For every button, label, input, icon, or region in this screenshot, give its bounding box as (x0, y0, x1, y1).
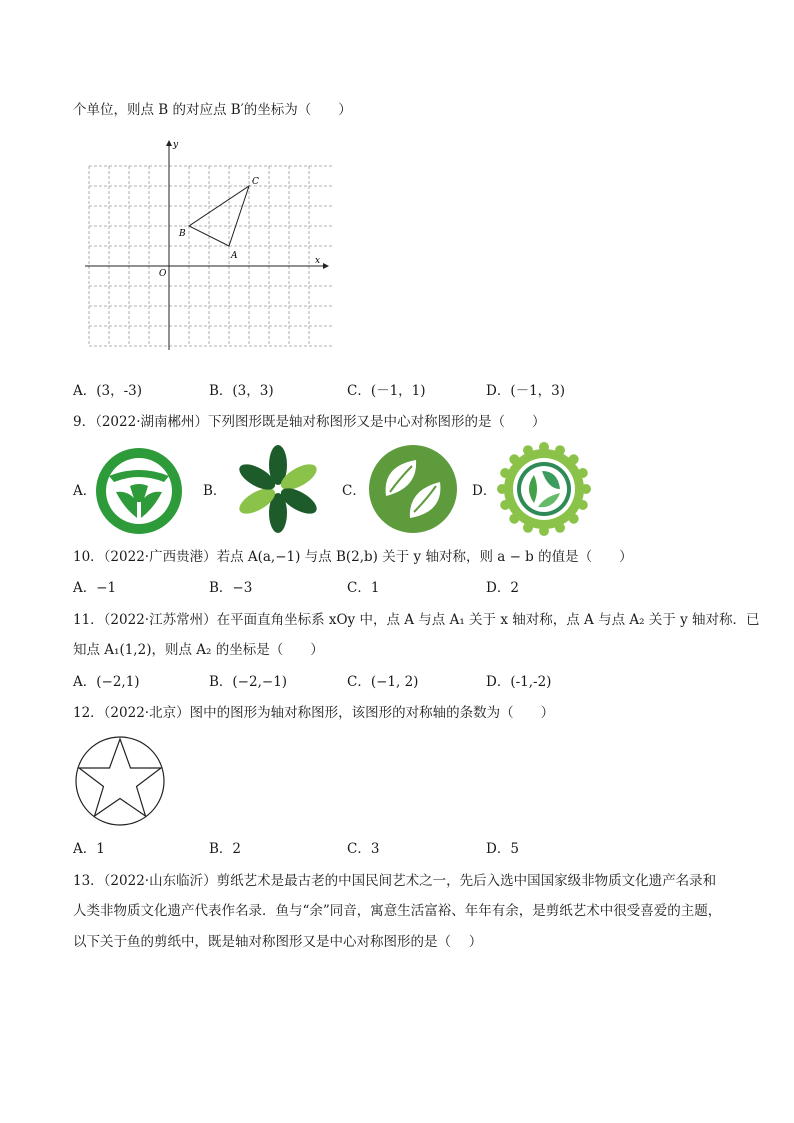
q8-option-a[interactable]: A．(3，-3) (73, 383, 143, 399)
triangle-abc (189, 186, 249, 246)
coordinate-grid-figure (85, 138, 335, 353)
q9-option-d-letter[interactable]: D． (472, 483, 497, 499)
q12-stem: 12．（2022·北京）图中的图形为轴对称图形，该图形的对称轴的条数为（ ） (73, 705, 555, 721)
x-axis-label: x (315, 256, 321, 266)
q11-stem-line2: 知点 A₁(1,2)，则点 A₂ 的坐标是（ ） (73, 642, 324, 658)
q10-stem: 10．（2022·广西贵港）若点 A(a,−1) 与点 B(2,b) 关于 y 轴对称，则 a − b 的值是（ ） (73, 549, 633, 565)
grid-lines (89, 166, 333, 346)
q11-stem-line1: 11．（2022·江苏常州）在平面直角坐标系 xOy 中，点 A 与点 A₁ 关于 x 轴对称，点 A 与点 A₂ 关于 y 轴对称．已 (73, 612, 760, 628)
q12-option-c[interactable]: C．3 (347, 841, 380, 857)
six-leaf-flower-icon[interactable] (230, 444, 326, 534)
q12-option-b[interactable]: B．2 (209, 841, 242, 857)
q9-stem: 9．（2022·湖南郴州）下列图形既是轴对称图形又是中心对称图形的是（ ） (73, 414, 546, 430)
gear-badge-leaves-icon[interactable] (497, 442, 591, 536)
green-recycle-logo-icon[interactable] (94, 446, 184, 536)
q8-stem-tail: 个单位，则点 B 的对应点 B′的坐标为（ ） (73, 102, 352, 118)
q11-option-d[interactable]: D．(-1,-2) (486, 674, 552, 690)
q13-stem-line3: 以下关于鱼的剪纸中，既是轴对称图形又是中心对称图形的是（ ） (73, 934, 483, 950)
q8-option-c[interactable]: C．(－1，1) (347, 383, 426, 399)
q11-option-c[interactable]: C．(−1, 2) (347, 674, 419, 690)
q10-option-b[interactable]: B．−3 (209, 580, 253, 596)
q9-option-b-letter[interactable]: B． (203, 483, 227, 499)
two-leaf-circle-icon[interactable] (368, 444, 458, 534)
y-axis-label: y (173, 140, 179, 150)
q10-option-c[interactable]: C．1 (347, 580, 380, 596)
q11-option-b[interactable]: B．(−2,−1) (209, 674, 288, 690)
q9-option-c-letter[interactable]: C． (342, 483, 366, 499)
q12-option-d[interactable]: D．5 (486, 841, 519, 857)
point-b-label: B (179, 229, 186, 239)
q10-option-a[interactable]: A．−1 (73, 580, 117, 596)
q10-option-d[interactable]: D．2 (486, 580, 519, 596)
star-in-circle-figure (74, 735, 166, 827)
q12-option-a[interactable]: A．1 (73, 841, 105, 857)
q13-stem-line2: 人类非物质文化遗产代表作名录．鱼与“余”同音，寓意生活富裕、年年有余，是剪纸艺术中很受喜爱的主题， (73, 903, 722, 919)
q9-option-a-letter[interactable]: A． (73, 483, 97, 499)
origin-label: O (159, 269, 167, 279)
point-c-label: C (252, 177, 259, 187)
q11-option-a[interactable]: A．(−2,1) (73, 674, 140, 690)
q8-option-b[interactable]: B．(3，3) (209, 383, 274, 399)
q8-option-d[interactable]: D．(－1，3) (486, 383, 566, 399)
y-axis-arrow-icon (166, 140, 172, 146)
q13-stem-line1: 13．（2022·山东临沂）剪纸艺术是最古老的中国民间艺术之一，先后入选中国国家级非物质文化遗产名录和 (73, 873, 717, 889)
x-axis-arrow-icon (323, 263, 329, 269)
point-a-label: A (231, 251, 238, 261)
